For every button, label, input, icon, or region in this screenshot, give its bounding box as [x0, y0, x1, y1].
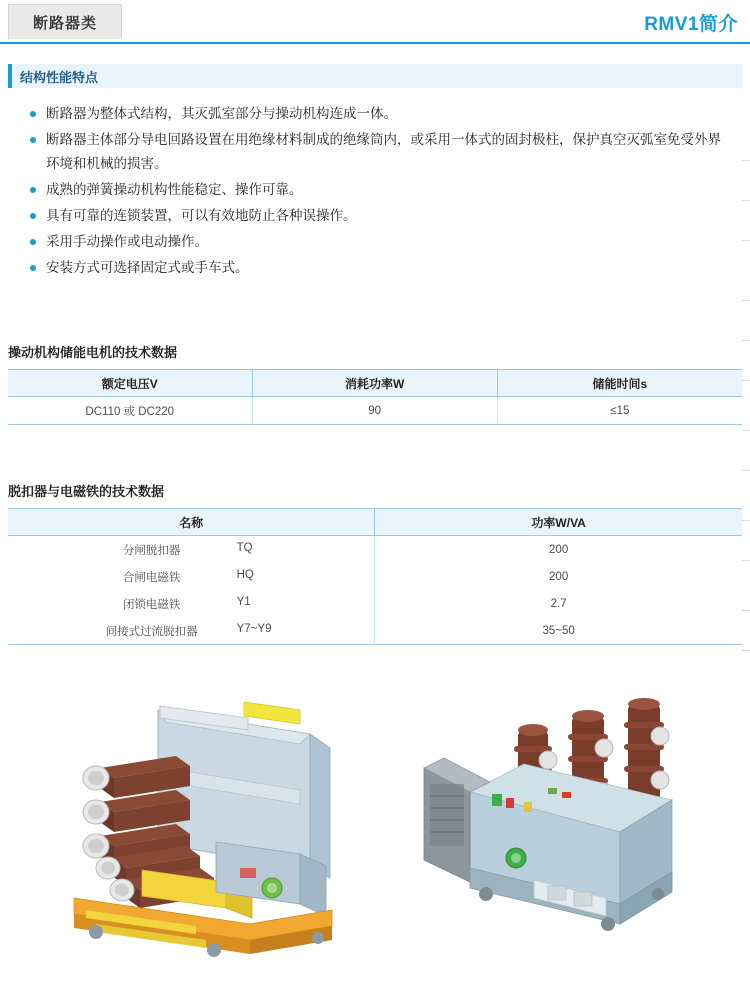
list-item: 断路器主体部分导电回路设置在用绝缘材料制成的绝缘筒内，或采用一体式的固封极柱，保护真空灭弧室免受外界环境和机械的损害。 — [30, 128, 730, 176]
table-row — [8, 397, 742, 425]
table-cell-power: 200 — [375, 536, 742, 564]
right-figure — [424, 698, 672, 931]
page-edge-marks — [742, 0, 750, 1006]
table-header-row — [8, 509, 742, 536]
table-cell-power: 2.7 — [375, 590, 742, 617]
table-column-header: 消耗功率W — [252, 370, 497, 397]
list-item: 具有可靠的连锁装置，可以有效地防止各种误操作。 — [30, 204, 730, 228]
table-row — [8, 536, 742, 564]
product-illustrations — [0, 672, 750, 972]
table2-title: 脱扣器与电磁铁的技术数据 — [8, 484, 165, 499]
page-title: RMV1简介 — [644, 14, 738, 35]
motor-spec-table — [8, 369, 742, 425]
device-code: HQ — [236, 568, 254, 581]
table-header-row — [8, 370, 742, 397]
table-column-header: 名称 — [8, 509, 375, 536]
table-cell-name — [8, 536, 375, 564]
release-coil-spec-table — [8, 508, 742, 645]
section-heading-label: 结构性能特点 — [20, 69, 99, 85]
list-item: 成熟的弹簧操动机构性能稳定、操作可靠。 — [30, 178, 730, 202]
table-cell-power: 200 — [375, 563, 742, 590]
device-name: 合闸电磁铁 — [122, 571, 181, 584]
table-row — [8, 590, 742, 617]
table-row — [8, 617, 742, 645]
device-code: Y7~Y9 — [236, 622, 272, 635]
table-row — [8, 563, 742, 590]
table-cell-name — [8, 617, 375, 645]
table-cell-name — [8, 563, 375, 590]
device-code: TQ — [236, 541, 253, 554]
left-figure — [74, 702, 332, 957]
device-name: 闭锁电磁铁 — [122, 598, 181, 611]
table-cell: 90 — [252, 397, 497, 425]
list-item: 断路器为整体式结构，其灭弧室部分与操动机构连成一体。 — [30, 102, 730, 126]
device-name: 分闸脱扣器 — [122, 544, 181, 557]
table-column-header: 额定电压V — [8, 370, 252, 397]
category-tab[interactable]: 断路器类 — [8, 4, 122, 39]
page-header — [0, 0, 750, 44]
table-column-header: 功率W/VA — [375, 509, 742, 536]
feature-list — [0, 102, 750, 280]
list-item: 安装方式可选择固定式或手车式。 — [30, 256, 730, 280]
table1-title: 操动机构储能电机的技术数据 — [8, 345, 178, 360]
table-cell-name — [8, 590, 375, 617]
table-cell-power: 35~50 — [375, 617, 742, 645]
list-item: 采用手动操作或电动操作。 — [30, 230, 730, 254]
table-column-header: 储能时间s — [497, 370, 742, 397]
device-name: 间接式过流脱扣器 — [105, 625, 198, 638]
table-cell: DC110 或 DC220 — [8, 397, 252, 425]
device-code: Y1 — [236, 595, 251, 608]
section-heading — [8, 64, 742, 88]
figure-area — [0, 672, 750, 972]
table-cell: ≤15 — [497, 397, 742, 425]
